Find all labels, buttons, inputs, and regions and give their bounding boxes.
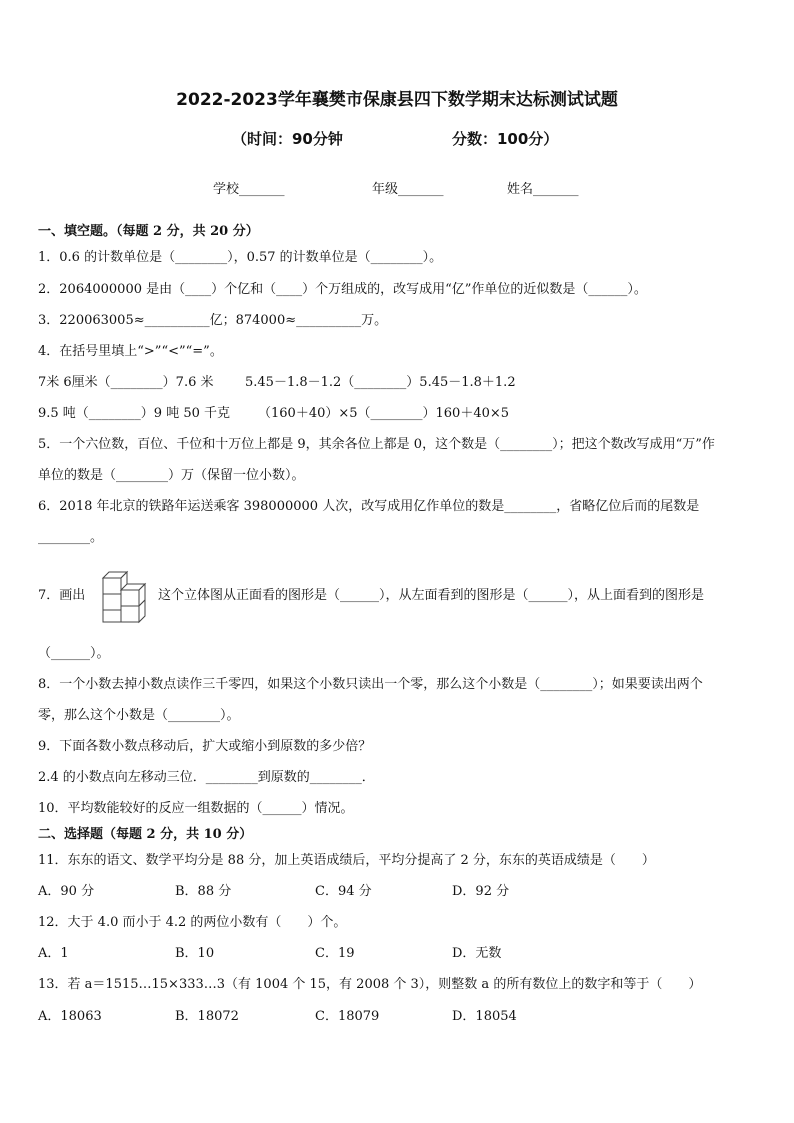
question-9-sub: 2.4 的小数点向左移动三位．________到原数的________． bbox=[38, 770, 375, 785]
q12-option-b: B．10 bbox=[175, 946, 215, 961]
question-5-line-1: 5．一个六位数，百位、千位和十万位上都是 9，其余各位上都是 0，这个数是（________）；把这个数改写成用“万”作 bbox=[38, 437, 715, 452]
question-7-line-2: （______）。 bbox=[38, 646, 110, 661]
q13-option-b: B．18072 bbox=[175, 1009, 239, 1024]
question-4-item-4: （160＋40）×5（________）160＋40×5 bbox=[258, 406, 510, 421]
question-4-item-1: 7米 6厘米（________）7.6 米 bbox=[38, 375, 214, 390]
q11-option-c: C．94 分 bbox=[315, 884, 372, 899]
question-12: 12．大于 4.0 而小于 4.2 的两位小数有（ ）个。 bbox=[38, 915, 347, 930]
question-2: 2．2064000000 是由（____）个亿和（____）个万组成的，改写成用“亿”作单位的近似数是（______）。 bbox=[38, 282, 647, 297]
question-1: 1．0.6 的计数单位是（________），0.57 的计数单位是（________）。 bbox=[38, 250, 443, 265]
q12-option-c: C．19 bbox=[315, 946, 355, 961]
question-8-line-1: 8．一个小数去掉小数点读作三千零四，如果这个小数只读出一个零，那么这个小数是（________）；如果要读出两个 bbox=[38, 677, 703, 692]
question-7-prefix: 7．画出 bbox=[38, 588, 86, 603]
school-field: 学校_______ bbox=[213, 182, 285, 197]
question-8-line-2: 零，那么这个小数是（________）。 bbox=[38, 708, 240, 723]
q11-option-a: A．90 分 bbox=[38, 884, 95, 899]
page-title: 2022-2023学年襄樊市保康县四下数学期末达标测试试题 bbox=[176, 90, 618, 110]
question-6-line-1: 6．2018 年北京的铁路年运送乘客 398000000 人次，改写成用亿作单位的数是________，省略亿位后而的尾数是 bbox=[38, 499, 700, 514]
question-3: 3．220063005≈__________亿；874000≈__________万。 bbox=[38, 313, 388, 328]
total-score: 分数：100分） bbox=[452, 130, 559, 148]
question-4: 4．在括号里填上“>”“<”“=”。 bbox=[38, 344, 223, 359]
grade-field: 年级_______ bbox=[372, 182, 444, 197]
question-9: 9．下面各数小数点移动后，扩大或缩小到原数的多少倍？ bbox=[38, 739, 372, 754]
section-fill-in-title: 一、填空题。（每题 2 分，共 20 分） bbox=[38, 224, 259, 239]
question-7-text: 这个立体图从正面看的图形是（______），从左面看到的图形是（______），从上面看到的图形是 bbox=[158, 588, 705, 603]
q12-option-a: A．1 bbox=[38, 946, 69, 961]
time-limit: （时间：90分钟 bbox=[232, 130, 343, 148]
q13-option-d: D．18054 bbox=[452, 1009, 517, 1024]
question-5-line-2: 单位的数是（________）万（保留一位小数）。 bbox=[38, 468, 305, 483]
cube-stack-figure bbox=[97, 568, 147, 624]
question-10: 10．平均数能较好的反应一组数据的（______）情况。 bbox=[38, 801, 354, 816]
question-4-item-2: 5.45－1.8－1.2（________）5.45－1.8＋1.2 bbox=[245, 375, 516, 390]
question-6-line-2: ________。 bbox=[38, 530, 104, 545]
question-13: 13．若 a＝1515…15×333…3（有 1004 个 15，有 2008 个 3），则整数 a 的所有数位上的数字和等于（ ） bbox=[38, 977, 702, 992]
q13-option-a: A．18063 bbox=[38, 1009, 102, 1024]
name-field: 姓名_______ bbox=[507, 182, 579, 197]
question-11: 11．东东的语文、数学平均分是 88 分，加上英语成绩后，平均分提高了 2 分，东东的英语成绩是（ ） bbox=[38, 853, 655, 868]
section-choice-title: 二、选择题（每题 2 分，共 10 分） bbox=[38, 827, 253, 842]
q12-option-d: D．无数 bbox=[452, 946, 502, 961]
q11-option-b: B．88 分 bbox=[175, 884, 232, 899]
q11-option-d: D．92 分 bbox=[452, 884, 510, 899]
q13-option-c: C．18079 bbox=[315, 1009, 380, 1024]
question-4-item-3: 9.5 吨（________）9 吨 50 千克 bbox=[38, 406, 231, 421]
